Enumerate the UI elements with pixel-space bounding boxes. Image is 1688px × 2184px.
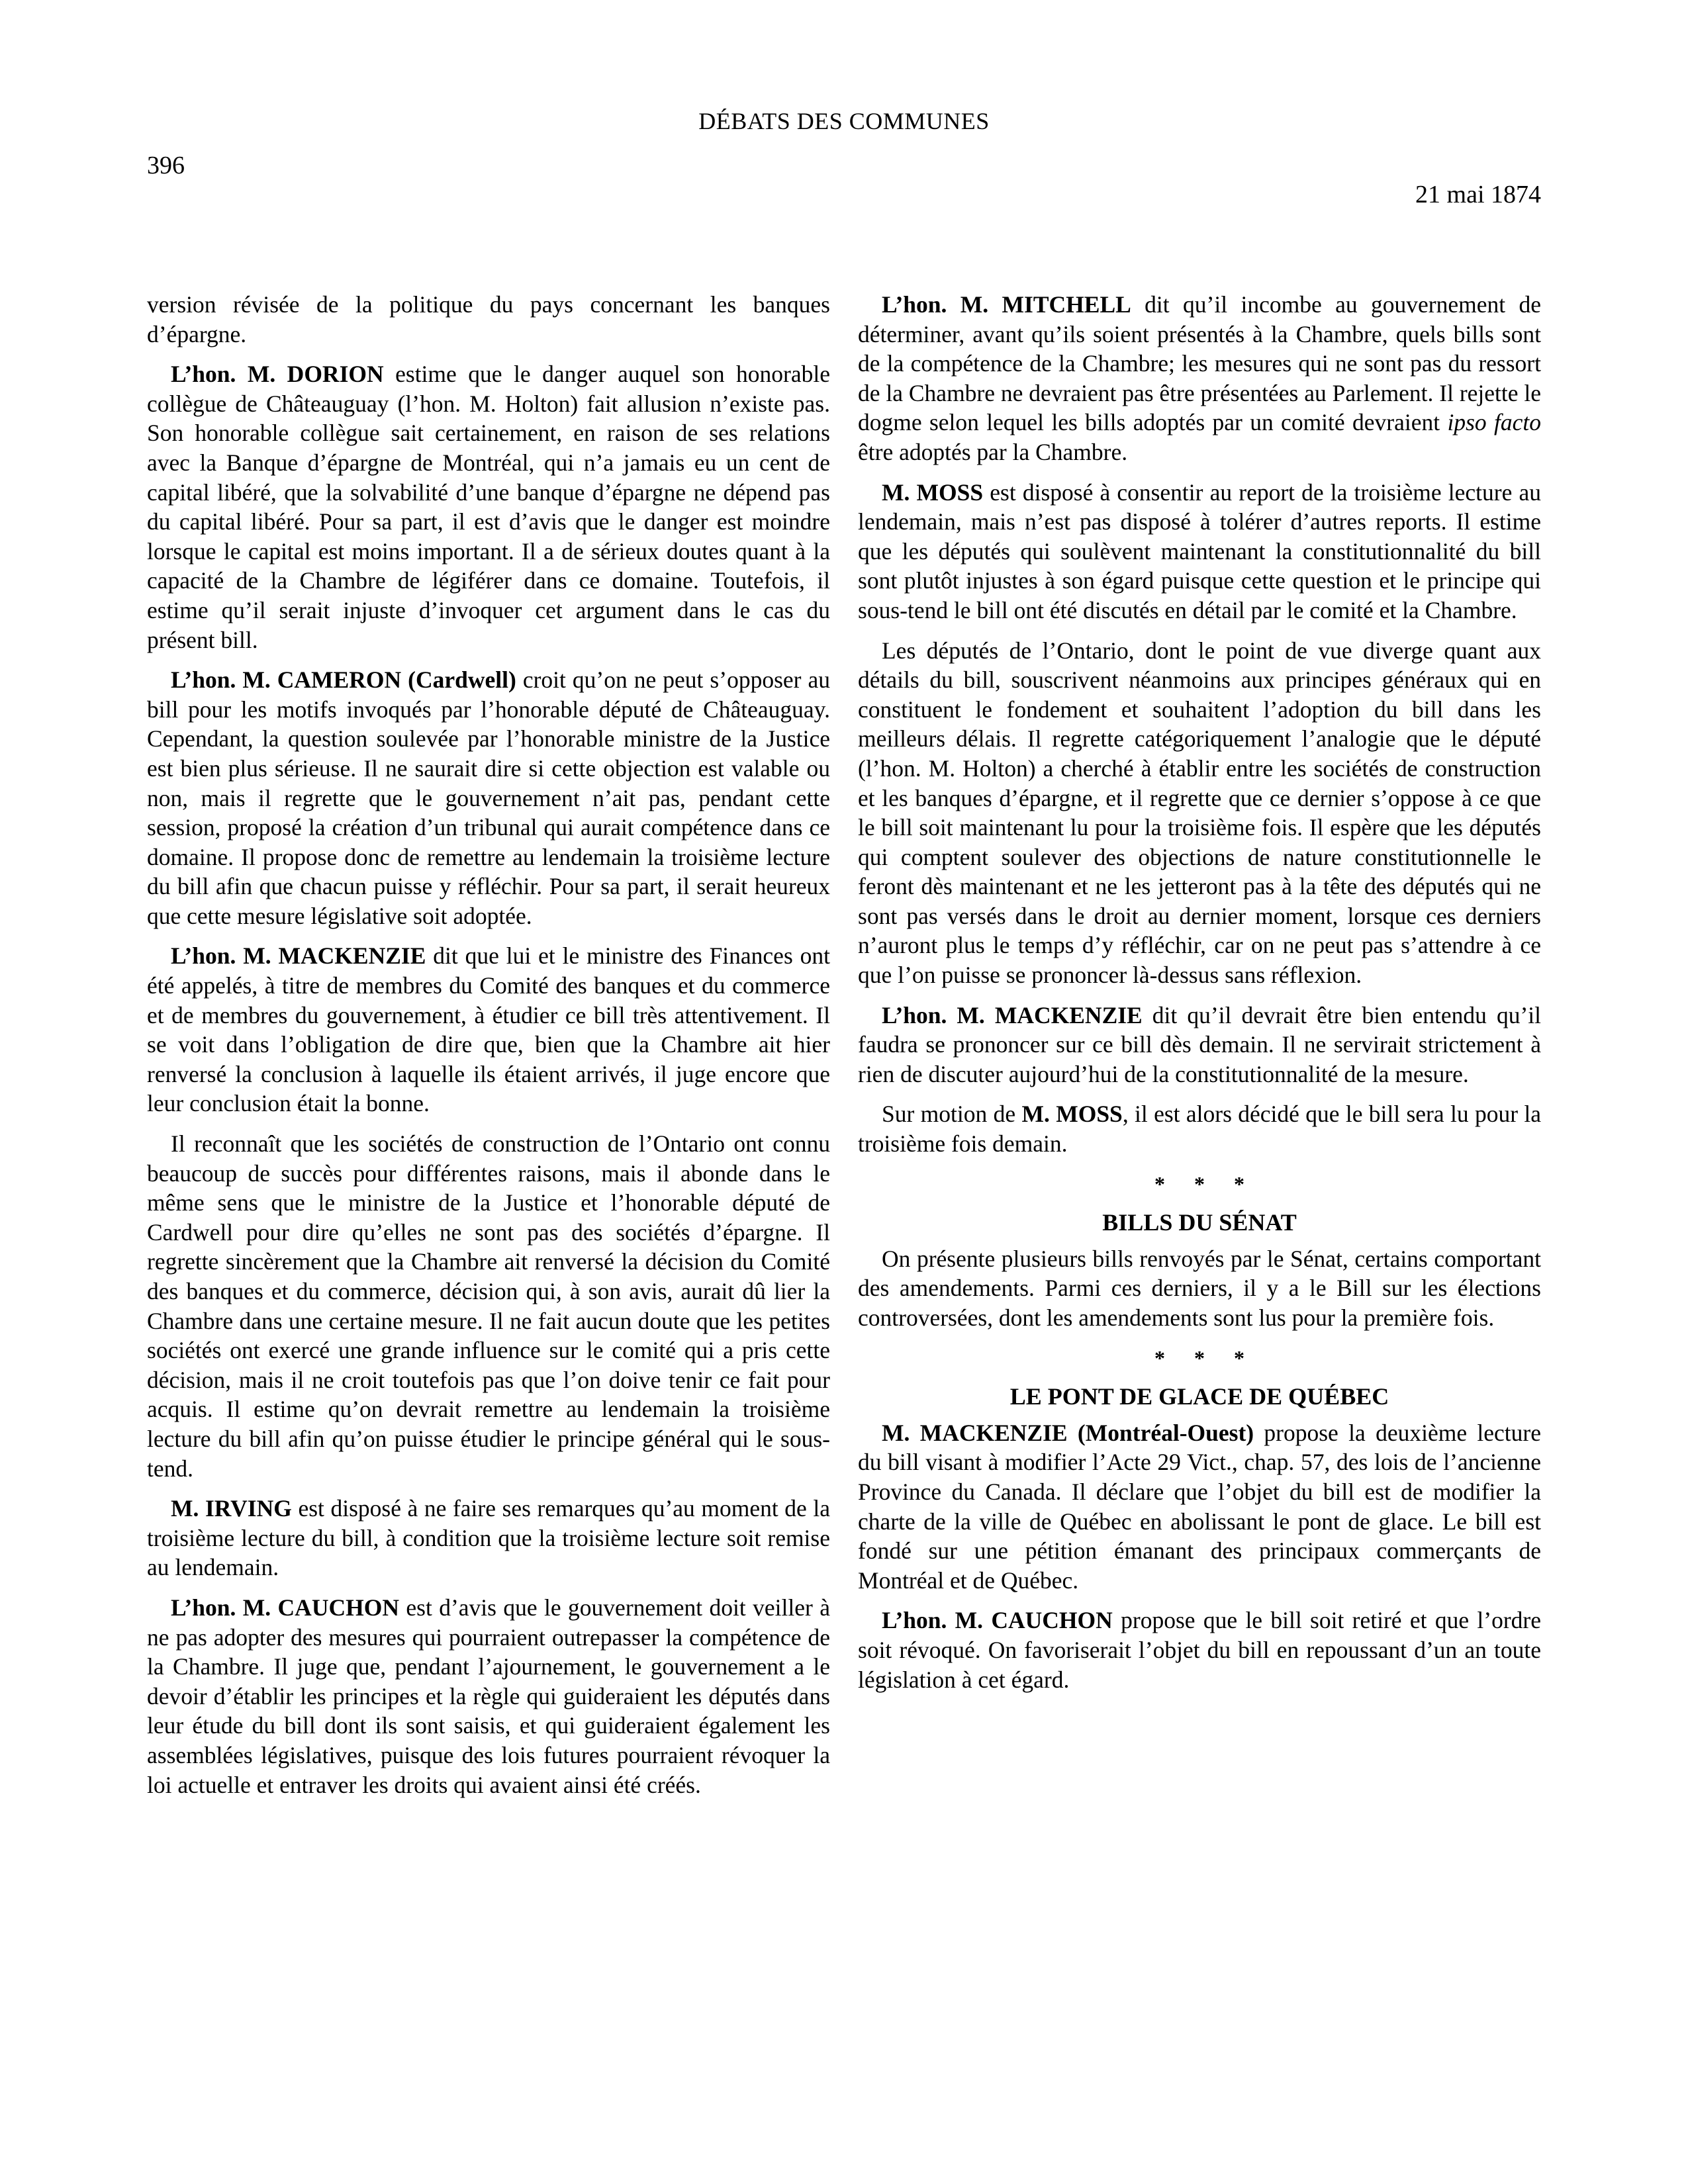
paragraph-text: croit qu’on ne peut s’opposer au bill pour les motifs invoqués par l’honorable député de Châteauguay. Cependant, la question soulevée par l’honorable ministre de la Justice est bien plus sérieuse. Il ne saurait dire si cette objection est valable ou non, mais il regrette que le gouvernement n’ait pas, pendant cette session, proposé la création d’un tribunal qui aurait compétence dans ce domaine. Il propose donc de remettre au lendemain la troisième lecture du bill afin que chacun puisse y réfléchir. Pour sa part, il serait heureux que cette mesure législative soit adoptée. (147, 666, 830, 929)
paragraph (858, 1244, 1541, 1333)
paragraph-text: est disposé à ne faire ses remarques qu’au moment de la troisième lecture du bill, à condition que la troisième lecture soit remise au lendemain. (147, 1495, 830, 1581)
paragraph-text: est d’avis que le gouvernement doit veiller à ne pas adopter des mesures qui pourraient outrepasser la compétence de la Chambre. Il juge que, pendant l’ajournement, le gouvernement a le devoir d’établir les principes et la règle qui guideraient les députés dans leur étude du bill dont ils sont saisis, et qui guideraient également les assemblées législatives, puisque des lois futures pourraient révoquer la loi actuelle et entraver les droits qui avaient ainsi été créés. (147, 1594, 830, 1798)
paragraph (147, 1593, 830, 1799)
page-date: 21 mai 1874 (1415, 181, 1541, 208)
left-column (147, 290, 830, 1810)
paragraph-text: dit qu’il devrait être bien entendu qu’il faudra se prononcer sur ce bill dès demain. Il ne servirait strictement à rien de discuter aujourd’hui de la constitutionnalité de la mesure. (858, 1001, 1542, 1087)
speaker-name: M. MOSS (1021, 1101, 1123, 1128)
speaker-name: M. IRVING (171, 1495, 292, 1522)
paragraph-text: , il est alors décidé que le bill sera lu pour la troisième fois demain. (858, 1101, 1541, 1158)
paragraph-text: Sur motion de (882, 1101, 1022, 1128)
paragraph-text: propose la deuxième lecture du bill visant à modifier l’Acte 29 Vict., chap. 57, des lois de l’ancienne Province du Canada. Il déclare que l’objet du bill est de modifier la charte de la ville de Québec en abolissant le pont de glace. Le bill est fondé sur une pétition émanant des principaux commerçants de Montréal et de Québec. (858, 1419, 1541, 1594)
speaker-name: L’hon. M. MACKENZIE (882, 1001, 1143, 1028)
right-column (858, 290, 1541, 1705)
section-separator: * * * (1154, 1171, 1256, 1196)
speaker-name: M. MACKENZIE (Montréal-Ouest) (882, 1419, 1254, 1446)
speaker-name: L’hon. M. CAUCHON (882, 1607, 1113, 1634)
speaker-name: L’hon. M. CAMERON (Cardwell) (171, 666, 516, 694)
page-number: 396 (147, 152, 185, 179)
speaker-name: M. MOSS (882, 478, 984, 506)
paragraph (147, 359, 830, 655)
speaker-name: L’hon. M. CAUCHON (171, 1594, 399, 1621)
paragraph-text: Il reconnaît que les sociétés de construction de l’Ontario ont connu beaucoup de succès pour différentes raisons, mais il abonde dans le même sens que le ministre de la Justice et l’honorable député de Cardwell pour dire qu’elles ne sont pas des sociétés d’épargne. Il regrette sincèrement que la Chambre ait renversé la décision du Comité des banques et du commerce, décision qui, à son avis, aurait dû lier la Chambre dans une certaine mesure. Il ne fait aucun doute que les petites sociétés ont exercé une grande influence sur le comité qui a pris cette décision, mais il ne croit toutefois pas que l’on doive tenir ce fait pour acquis. Il estime qu’on devrait remettre au lendemain la troisième lecture du bill afin qu’on puisse étudier le principe général qui le sous-tend. (147, 1130, 830, 1482)
paragraph-text: dit qu’il incombe au gouvernement de déterminer, avant qu’ils soient présentés à la Chambre, quels bills sont de la compétence de la Chambre; les mesures qui ne sont pas du ressort de la Chambre ne devraient pas être présentées au Parlement. Il rejette le dogme selon lequel les bills adoptés par un comité devraient (858, 291, 1541, 436)
italic-term: ipso facto (1447, 409, 1541, 436)
speaker-name: L’hon. M. MACKENZIE (171, 942, 426, 970)
paragraph-text: version révisée de la politique du pays concernant les banques d’épargne. (147, 291, 830, 347)
paragraph (858, 1418, 1541, 1596)
paragraph (858, 1099, 1541, 1158)
running-head: DÉBATS DES COMMUNES (698, 108, 990, 134)
paragraph (858, 1001, 1541, 1089)
paragraph-text: est disposé à consentir au report de la troisième lecture au lendemain, mais n’est pas disposé à tolérer d’autres reports. Il estime que les députés qui soulèvent maintenant la constitutionnalité du bill sont plutôt injustes à son égard puisque cette question et le principe qui sous-tend le bill ont été discutés en détail par le comité et la Chambre. (858, 478, 1541, 623)
paragraph (858, 1606, 1541, 1694)
speaker-name: L’hon. M. MITCHELL (882, 291, 1131, 318)
paragraph-text: estime que le danger auquel son honorable collègue de Châteauguay (l’hon. M. Holton) fait allusion n’existe pas. Son honorable collègue sait certainement, en raison de ses relations avec la Banque d’épargne de Montréal, qui n’a jamais eu un cent de capital libéré, que la solvabilité d’une banque d’épargne ne dépend pas du capital libéré. Pour sa part, il est d’avis que le danger est moindre lorsque le capital est moins important. Il a de sérieux doutes quant à la capacité de la Chambre de légiférer dans ce domaine. Toutefois, il estime qu’il serait injuste d’invoquer cet argument dans le cas du présent bill. (147, 361, 830, 653)
paragraph (147, 1494, 830, 1582)
paragraph (147, 290, 830, 349)
paragraph (858, 290, 1541, 467)
section-separator: * * * (1154, 1345, 1256, 1370)
paragraph-text: dit que lui et le ministre des Finances ont été appelés, à titre de membres du Comité des banques et du commerce et de membres du gouvernement, à étudier ce bill très attentivement. Il se voit dans l’obligation de dire que, bien que la Chambre ait hier renversé la conclusion à laquelle ils étaient arrivés, il juge encore que leur conclusion était la bonne. (147, 942, 830, 1117)
speaker-name: L’hon. M. DORION (171, 361, 384, 388)
paragraph-text: propose que le bill soit retiré et que l’ordre soit révoqué. On favoriserait l’objet du bill en repoussant d’un an toute législation à cet égard. (858, 1607, 1541, 1693)
paragraph-text: être adoptés par la Chambre. (858, 438, 1128, 465)
paragraph-text: Les députés de l’Ontario, dont le point de vue diverge quant aux détails du bill, souscrivent néanmoins aux principes généraux qui en constituent le fondement et souhaitent l’adoption du bill dans les meilleurs délais. Il regrette catégoriquement l’analogie que le député (l’hon. M. Holton) a cherché à établir entre les sociétés de construction et les banques d’épargne, et il regrette que ce dernier s’oppose à ce que le bill soit maintenant lu pour la troisième fois. Il espère que les députés qui comptent soulever des objections de nature constitutionnelle le feront dès maintenant et ne les jetteront pas à la tête des députés qui ne sont pas versés dans le droit au dernier moment, lorsque ces derniers n’auront plus le temps d’y réfléchir, car on ne peut pas s’attendre à ce que l’on puisse se prononcer là-dessus sans réflexion. (858, 637, 1541, 989)
paragraph (858, 636, 1541, 990)
section-heading: LE PONT DE GLACE DE QUÉBEC (1009, 1383, 1389, 1410)
paragraph-text: On présente plusieurs bills renvoyés par le Sénat, certains comportant des amendements. Parmi ces derniers, il y a le Bill sur les élections controversées, dont les amendements sont lus pour la première fois. (858, 1245, 1541, 1331)
paragraph (147, 665, 830, 931)
paragraph (147, 941, 830, 1118)
section-heading: BILLS DU SÉNAT (1102, 1209, 1297, 1236)
paragraph (147, 1129, 830, 1483)
paragraph (858, 478, 1541, 625)
